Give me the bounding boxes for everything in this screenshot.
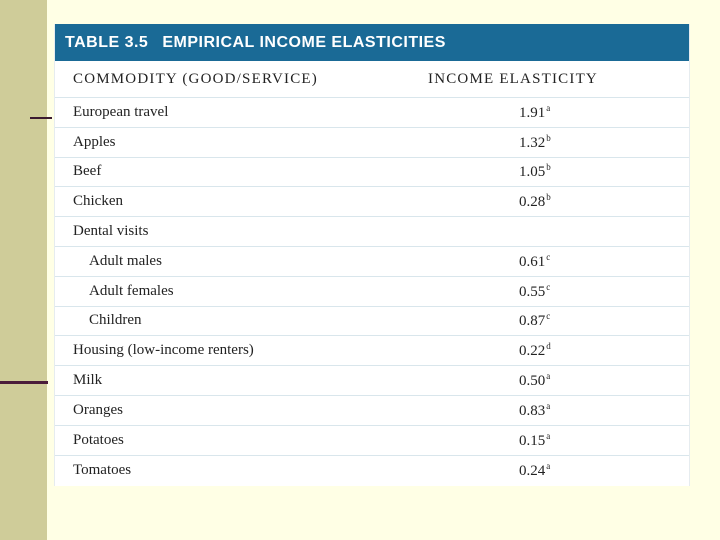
table-row: [55, 187, 689, 217]
footnote-marker: c: [546, 251, 551, 262]
table-row: [55, 307, 689, 337]
commodity-cell: Children: [89, 312, 142, 329]
table-row: [55, 128, 689, 158]
footnote-marker: b: [546, 132, 551, 143]
footnote-marker: a: [546, 430, 551, 441]
table-row: [55, 456, 689, 486]
elasticity-cell: [519, 222, 520, 241]
elasticity-cell: 0.50$^a$: [519, 371, 551, 390]
commodity-cell: Milk: [73, 372, 103, 389]
table-row: [55, 158, 689, 188]
footnote-marker: b: [546, 162, 551, 173]
elasticity-cell: 0.28$^b$: [519, 192, 551, 211]
table-title-bar: [55, 24, 689, 61]
commodity-cell: Apples: [73, 133, 116, 150]
elasticity-cell: 1.91$^a$: [519, 102, 551, 121]
footnote-marker: d: [546, 341, 551, 352]
table-number: TABLE 3.5: [65, 33, 149, 51]
table-row: [55, 336, 689, 366]
elasticity-cell: 0.22$^d$: [519, 341, 551, 360]
commodity-cell: Dental visits: [73, 223, 149, 240]
commodity-cell: Chicken: [73, 193, 123, 210]
commodity-cell: European travel: [73, 103, 169, 120]
slide-accent-rule-short: [30, 117, 52, 119]
table-row: [55, 396, 689, 426]
footnote-marker: b: [546, 192, 551, 203]
commodity-cell: Potatoes: [73, 431, 124, 448]
table-row: [55, 426, 689, 456]
elasticity-cell: 0.55$^c$: [519, 281, 551, 300]
table-row: [55, 366, 689, 396]
footnote-marker: a: [546, 371, 551, 382]
commodity-cell: Tomatoes: [73, 461, 132, 478]
table-row: [55, 98, 689, 128]
elasticity-cell: 0.87$^c$: [519, 311, 551, 330]
footnote-marker: c: [546, 281, 551, 292]
column-header-commodity: COMMODITY (GOOD/SERVICE): [73, 70, 318, 87]
footnote-marker: a: [546, 460, 551, 471]
slide-accent-rule-long: [0, 381, 48, 384]
commodity-cell: Oranges: [73, 401, 123, 418]
table-row-group-heading: [55, 217, 689, 247]
column-header-elasticity: INCOME ELASTICITY: [428, 70, 598, 87]
elasticity-cell: 0.15$^a$: [519, 430, 551, 449]
slide-left-band: [0, 0, 47, 540]
elasticity-cell: 0.83$^a$: [519, 400, 551, 419]
elasticity-cell: 1.05$^b$: [519, 162, 551, 181]
footnote-marker: a: [546, 400, 551, 411]
table-row: [55, 247, 689, 277]
footnote-marker: a: [546, 102, 551, 113]
elasticity-table: [54, 24, 690, 486]
table-title: EMPIRICAL INCOME ELASTICITIES: [162, 33, 446, 51]
commodity-cell: Adult females: [89, 282, 174, 299]
elasticity-cell: 0.24$^a$: [519, 460, 551, 479]
elasticity-cell: 1.32$^b$: [519, 132, 551, 151]
commodity-cell: Housing (low-income renters): [73, 342, 254, 359]
commodity-cell: Beef: [73, 163, 102, 180]
commodity-cell: Adult males: [89, 252, 162, 269]
table-header-row: [55, 61, 689, 98]
footnote-marker: c: [546, 311, 551, 322]
elasticity-cell: 0.61$^c$: [519, 251, 551, 270]
table-row: [55, 277, 689, 307]
